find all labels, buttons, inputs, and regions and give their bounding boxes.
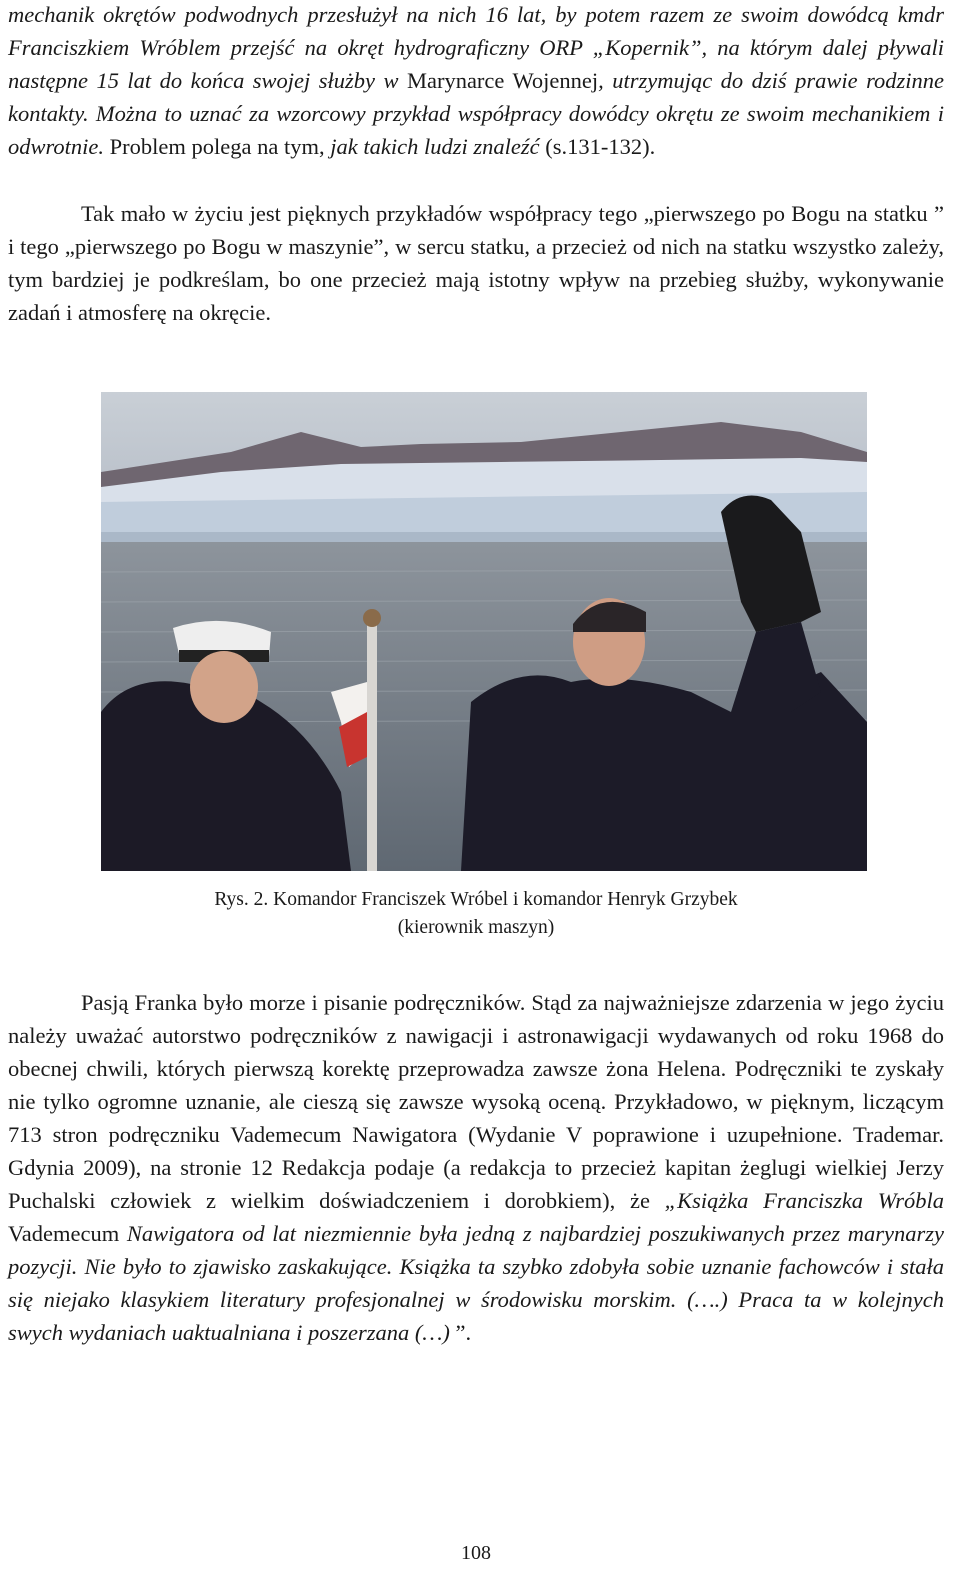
caption-line-1: Rys. 2. Komandor Franciszek Wróbel i komandor Henryk Grzybek bbox=[214, 889, 738, 910]
paragraph-3-part-1: Pasją Franka było morze i pisanie podręczników. Stąd za najważniejsze zdarzenia w jego życiu należy uważać autorstwo podręczników z nawigacji i astronawigacji wydawanych od roku 1968 do obecnej chwili, których pierwszą korektę przeprowadza zawsze żona Helena. Podręczniki te zyskały nie tylko ogromne uznanie, ale cieszą się zawsze wysoką oceną. Przykładowo, w pięknym, liczącym 713 stron podręczniku Vademecum Nawigatora (Wydanie V poprawione i uzupełnione. Trademar. Gdynia 2009), na stronie 12 Redakcja podaje (a redakcja to przecież kapitan żeglugi wielkiej Jerzy Puchalski człowiek z wielkim doświadczeniem i dorobkiem), że bbox=[8, 990, 944, 1213]
paragraph-3-part-3: Vademecum bbox=[8, 1221, 120, 1246]
paragraph-1-part-1: mechanik okrętów podwodnych przesłużył na nich 16 lat, by potem razem ze swoim dowódcą kmdr Franciszkiem Wróblem przejść na okręt hydrograficzny ORP „Kopernik”, na którym dalej pływali następne 15 lat do końca swojej służby w bbox=[8, 2, 944, 93]
page-number: 108 bbox=[461, 1542, 491, 1564]
paragraph-1-part-3: , utrzymując do dziś prawie rodzinne kontakty. Można to uznać za wzorcowy przykład współpracy dowódcy okrętu ze swoim mechanikiem i odwrotnie. bbox=[8, 68, 944, 159]
paragraph-3-part-4: Nawigatora od lat niezmiennie była jedną z najbardziej poszukiwanych przez marynarzy pozycji. Nie było to zjawisko zaskakujące. Książka ta szybko zdobyła sobie uznanie fachowców i stała się niejako klasykiem literatury profesjonalnej w środowisku morskim. (….) Praca ta w kolejnych swych wydaniach uaktualniana i poszerzana (…) bbox=[8, 1221, 944, 1345]
paragraph-3-part-5: ”. bbox=[449, 1320, 472, 1345]
paragraph-3 bbox=[8, 986, 944, 1349]
paragraph-3-part-2: „Książka Franciszka Wróbla bbox=[664, 1188, 944, 1213]
paragraph-1-part-2: Marynarce Wojennej bbox=[406, 68, 599, 93]
paragraph-1-part-6: (s.131-132). bbox=[539, 134, 656, 159]
paragraph-1 bbox=[8, 0, 944, 163]
caption-line-2: (kierownik maszyn) bbox=[397, 917, 555, 938]
paragraph-1-part-4: Problem polega na tym, bbox=[109, 134, 325, 159]
figure-caption bbox=[8, 886, 944, 942]
photo-two-officers-glacier bbox=[101, 392, 867, 871]
paragraph-2: Tak mało w życiu jest pięknych przykładów współpracy tego „pierwszego po Bogu na statku ” i tego „pierwszego po Bogu w maszynie”, w sercu statku, a przecież od nich na statku wszystko zależy, tym bardziej je podkreślam, bo one przecież mają istotny wpływ na przebieg służby, wykonywanie zadań i atmosferę na okręcie. bbox=[8, 201, 944, 325]
paragraph-1-part-5: jak takich ludzi znaleźć bbox=[324, 134, 540, 159]
